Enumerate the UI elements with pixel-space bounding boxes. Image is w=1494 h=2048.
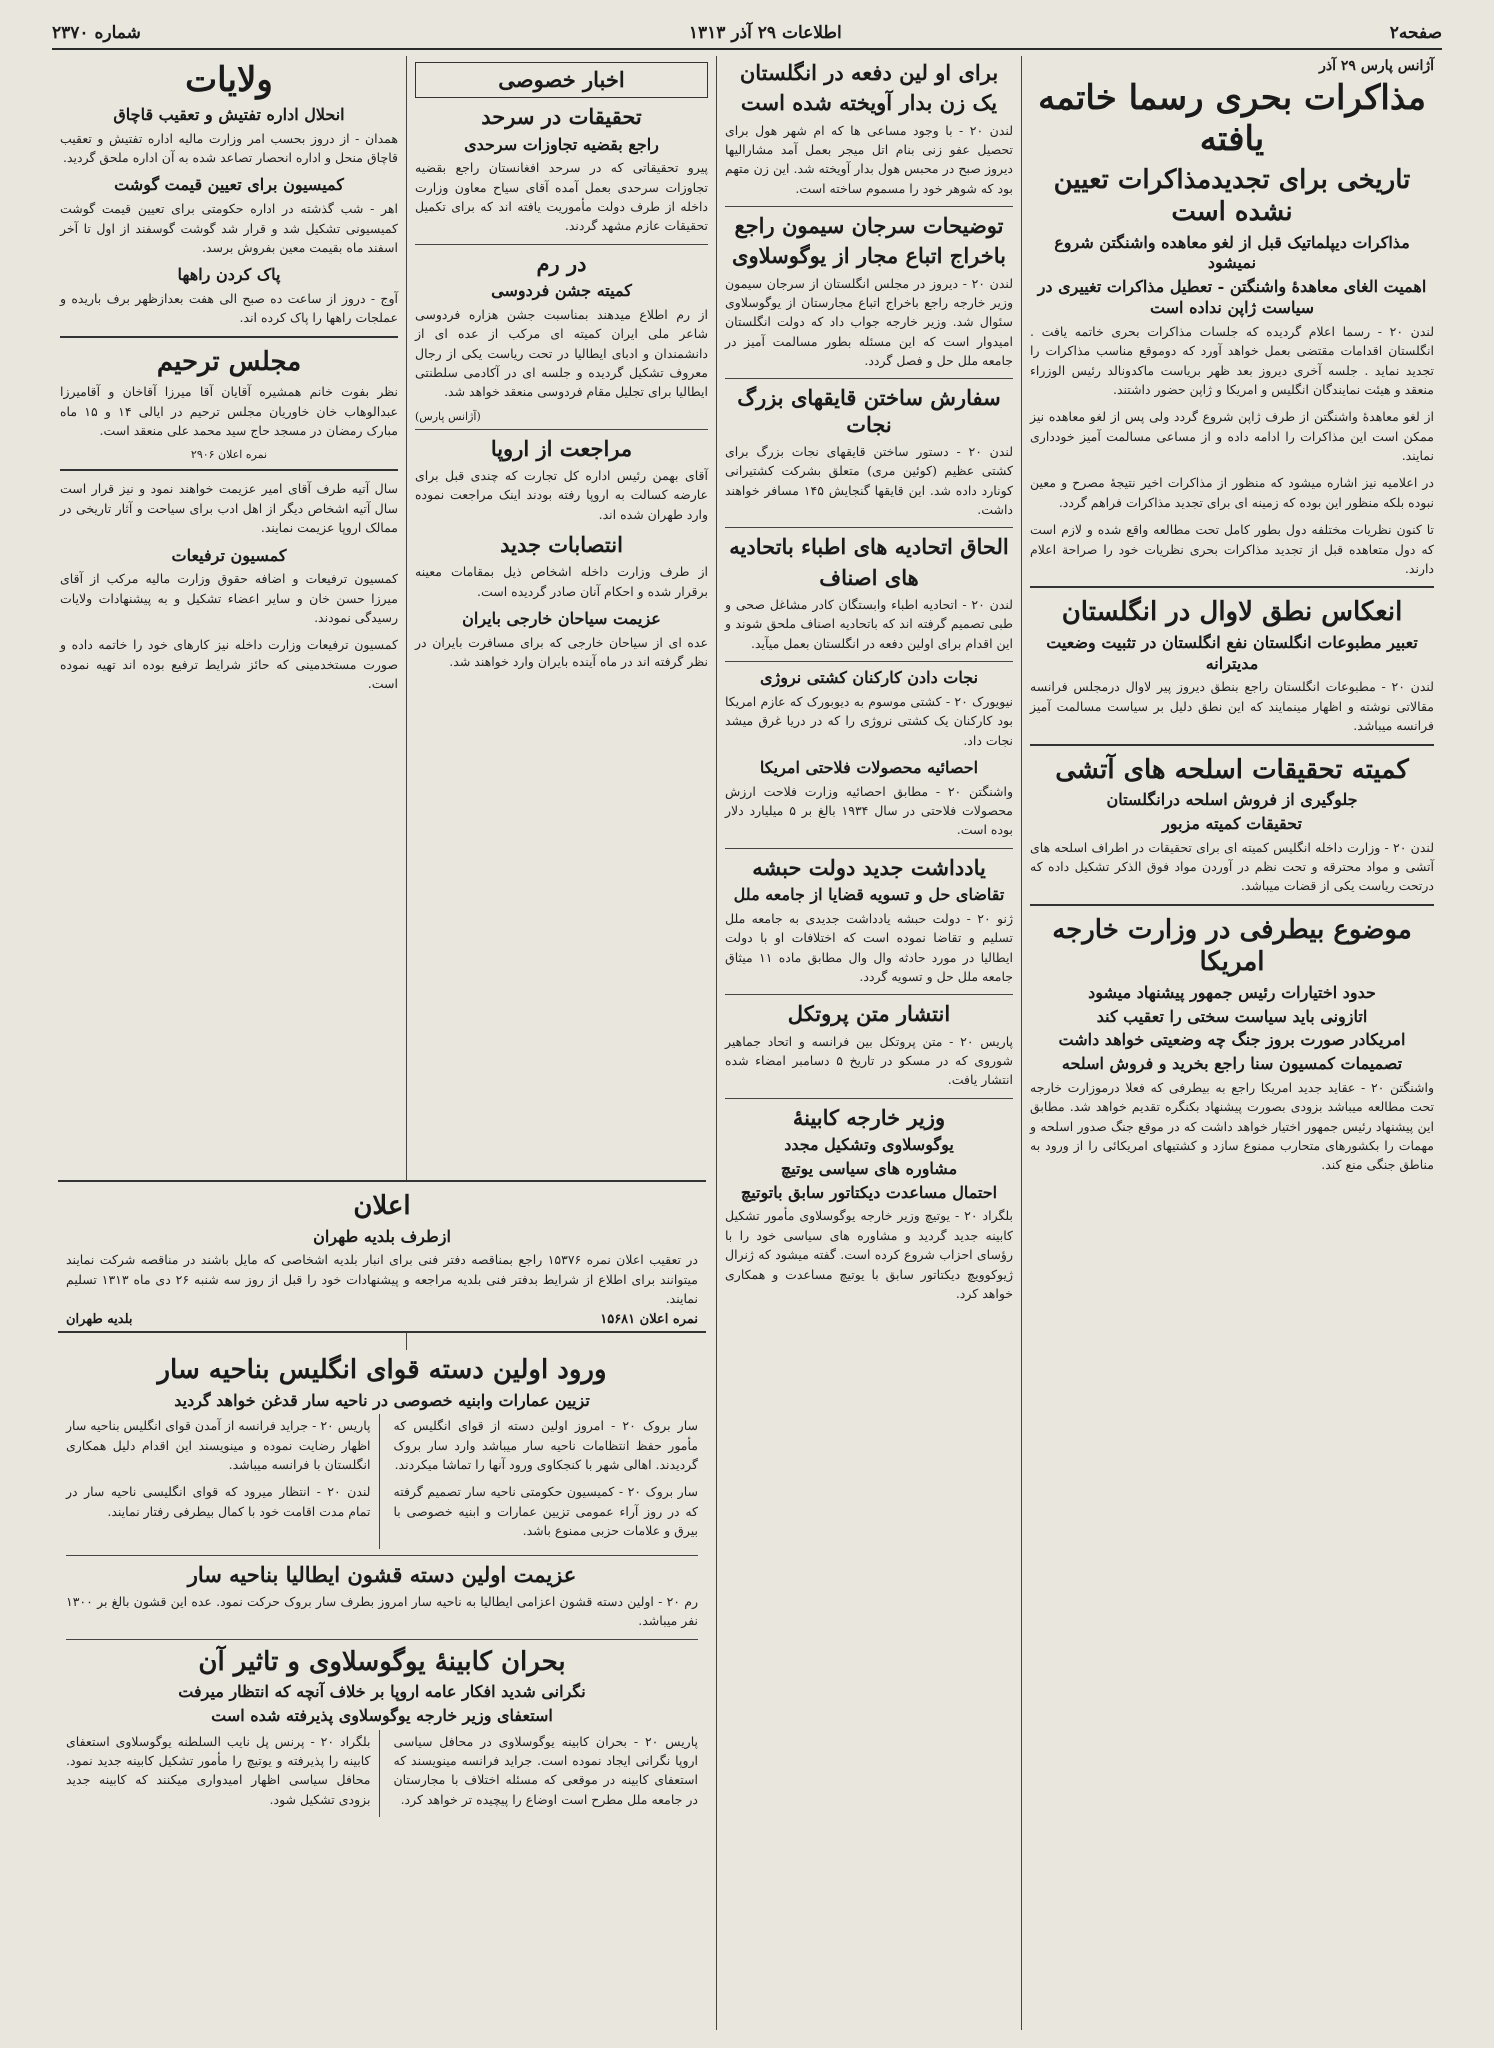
deck-neutrality-4: تصمیمات کمسیون سنا راجع بخرید و فروش اسلحه [1061,1054,1403,1074]
article-paragraph: از طرف وزارت داخله اشخاص ذیل بمقامات معینه برقرار شده و احکام آنان صادر گردیده است. [415,564,708,599]
deck-firearms-2: تحقیقات کمیته مزبور [1162,813,1302,833]
article-paragraph: بلگراد ۲۰ - یوتیچ وزیر خارجه یوگوسلاوی مأمور تشکیل کابینه جدید گردید و مشاوره های سیاسی خود را با رؤسای احزاب شروع کرده است. گفته میشود که ژنرال ژیوکوویچ دیکتاتور سابق با یوتیچ مساعدت و همکاری خواهد کرد. [725,1208,1014,1301]
column-1 [1022,56,1442,2030]
article-paragraph: همدان - از دروز بحسب امر وزارت ماليه اداره تفتیش و تعقیب قاچاق منحل و اداره انحصار تصاعد شده به آن اداره ملحق گردید. [60,130,398,165]
article-paragraph: لندن ۲۰ - مطبوعات انگلستان راجع بنطق دیروز پیر لاوال درمجلس فرانسه مقالاتی نوشته و اظهار مینمایند که این نطق دلیل بر سیاست مسالمت آمیز فرانسه میباشد. [1030,679,1434,734]
divider [725,994,1013,995]
headline-naval-talks: مذاکرات بحری رسما خاتمه یافته [1038,78,1426,159]
divider [66,1639,698,1640]
article-paragraph: ژنو ۲۰ - دولت حبشه یادداشت جدیدی به جامعه ملل تسلیم و تقاضا نموده است که اختلافات او با دولت ایطالیا در مورد حادثه وال وال مطابق ماده ۱۱ میثاق جامعه ملل حل و تسویه گردد. [725,910,1013,985]
headline-simon: توضیحات سرجان سیمون راجع [734,213,1004,238]
divider [725,206,1013,207]
article-paragraph: پاریس ۲۰ - جراید فرانسه از آمدن قوای انگلیس بناحیه سار اظهار رضایت نموده و مینویسند این اقدام دلیل همکاری انگلستان با فرانسه میباشد. [66,1418,371,1473]
headline-neutrality: موضوع بیطرفی در وزارت خارجه امریکا [1052,914,1412,978]
article-paragraph: لندن ۲۰ - دستور ساختن قایقهای نجات بزرگ برای کشتی عظیم (کوئین مری) متعلق بشرکت کشتیرانی کونارد داده شد. این قایقها گنجایش ۱۴۵ مسافر خواهند داشت. [725,443,1014,517]
article-paragraph: تا کنون نظریات مختلفه دول بطور کامل تحت مطالعه واقع شده و لازم است که دول متعاهده قبل از تجدید مذاکرات بحری نظریات خود را صراحة اعلام دارند. [1030,522,1434,576]
notice-footer [66,1312,698,1327]
agency-credit: (آژانس پارس) [415,409,481,423]
notice-subtitle: ازطرف بلدیه طهران [313,1226,451,1246]
headline-first-time: برای او لین دفعه در انگلستان [739,60,999,85]
deck-abyssinia: تقاضای حل و تسویه قضایا از جامعه ملل [733,885,1005,905]
headline-appointments: انتصابات جدید [500,532,623,558]
divider [725,661,1013,662]
deck-laval: تعبیر مطبوعات انگلستان نفع انگلستان در تثبیت وضعیت مدیترانه [1046,632,1418,673]
divider [60,469,398,471]
article-paragraph: در اعلامیه نیز اشاره میشود که منظور از مذاکرات اخیر نتیجهٔ مصرح و معین نبوده بلکه منظور این بوده که زمینه ای برای تجدید مذاکرات فراهم گردد. [1030,475,1434,510]
deck-fm-1: یوگوسلاوی وتشکیل مجدد [784,1135,954,1155]
article-paragraph: سال آتیه طرف آقای امیر عزیمت خواهند نمود و نیز قرار است سال آتیه اشخاص دیگر از اهل ادب برای سیاحت و آثار تاریخی در ممالک اروپا عزیمت نمایند. [60,481,398,536]
article-paragraph: نیویورک ۲۰ - کشتی موسوم به دیوبورک که عازم امریکا بود کارکنان یک کشتی نروژی را که در دریا غرق میشد نجات داد. [725,693,1013,748]
notice-number: نمره اعلان ۱۵۶۸۱ [600,1312,698,1328]
subheadline-naval-talks: تاریخی برای تجدیدمذاکرات تعیین نشده است [1053,164,1411,228]
headline-doctors-union-2: های اصناف [819,564,919,590]
headline-saar-italian: عزیمت اولین دسته قشون ایطالیا بناحیه سار [187,1561,577,1587]
article-paragraph: سار بروک ۲۰ - کمیسیون حکومتی ناحیه سار تصمیم گرفته که در روز آراء عمومی تزیین عمارات و ابنیه خصوصی با بیرق و علامات حزبی ممنوع باشد. [393,1484,698,1539]
masthead [52,18,1442,50]
deck-border: راجع بقضیه تجاوزات سرحدی [464,134,659,154]
divider [60,336,398,338]
article-paragraph: عده ای از سیاحان خارجی که برای مسافرت بایران در نظر گرفته اند در ماه آینده بایران وارد خواهند شد. [415,634,708,670]
saar-columns [66,1414,698,1548]
article-paragraph: بلگراد ۲۰ - پرنس پل نایب السلطنه یوگوسلاوی استعفای کابینه را پذیرفته و یوتیچ را مأمور تشکیل کابینه جدید نمود. محافل سیاسی اظهار امیدواری میکنند که کابینه جدید بزودی تشکیل شود. [66,1733,371,1807]
divider [415,429,708,430]
page-label: صفحه۲ [1389,23,1442,43]
article-paragraph: لندن ۲۰ - اتحادیه اطباء وابستگان کادر مشاغل صحی و طبی تصمیم گرفته اند که باتحادیه اصناف ملحق شوند و این اقدام برای اولین دفعه در انگلستان بعمل میآید. [725,596,1013,651]
headline-return-europe: مراجعت از اروپا [490,435,633,461]
deck-naval-1: مذاکرات دیپلماتیک قبل از لغو معاهده واشنگتن شروع نمیشود [1054,232,1410,273]
deck-neutrality-1: حدود اختیارات رئیس جمهور پیشنهاد میشود [1088,982,1376,1002]
issue-number: شماره ۲۳۷۰ [52,23,141,43]
article-paragraph: پاریس ۲۰ - بحران کابینه یوگوسلاوی در محافل سیاسی اروپا نگرانی ایجاد نموده است. جراید فرانسه مینویسند که استعفای کابینه در موقعی که مسئله اختلاف با مجارستان در جامعه ملل مطرح است اوضاع را پیچیده تر خواهد کرد. [393,1733,699,1807]
deck-fm-2: مشاوره های سیاسی یوتیچ [780,1158,958,1178]
deck-neutrality-3: امریکادر صورت بروز جنگ چه وضعیتی خواهد داشت [1058,1030,1406,1050]
article-paragraph: لندن ۲۰ - دیروز در مجلس انگلستان از سرجان سیمون وزیر خارجه راجع باخراج اتباع مجارستان از یوگوسلاوی سئوال شد. وزیر خارجه جواب داد که دولت انگلستان امیدوار است که این مسئله بطور مسالمت آمیز در جامعه ملل حل و فصل گردد. [725,275,1013,368]
headline-lifeboats: سفارش ساختن قایقهای بزرگ نجات [737,385,1001,437]
notice-sign: بلدیه طهران [66,1312,133,1328]
deck-firearms: جلوگیری از فروش اسلحه درانگلستان [1106,790,1358,809]
headline-hanged: یک زن بدار آویخته شده است [740,90,998,116]
article-paragraph: لندن ۲۰ - با وجود مساعی ها که ام شهر هول برای تحصیل عفو زنی بنام اتل میجر بعمل آمد مشارالیها دیروز صبح در محبس هول بدار آویخته شد. این زن متهم بود که شوهر خود را مسموم ساخته است. [725,122,1014,196]
yugoslav-columns [66,1730,698,1818]
article-paragraph: نظر بفوت خانم همشیره آقایان آقا میرزا آقاخان و آقامیرزا عبدالوهاب خان خاوریان مجلس ترحیم در ایالی ۱۴ و ۱۵ ماه مبارک رمضان در مسجد حاج سید محمد علی منعقد است. [60,384,398,439]
headline-us-agriculture: احصائیه محصولات فلاحتی امریکا [759,757,979,777]
notice-title: اعلان [353,1191,411,1221]
saar-col-a [394,1414,699,1548]
article-paragraph: واشنگتن ۲۰ - عقاید جدید امریکا راجع به بیطرفی که فعلا درموزارت خارجه تحت مطالعه میباشد بزودی بصورت پیشنهاد بکنگره تقدیم خواهد شد. مطابق این پیشنهاد رئیس جمهور اختیار خواهد داشت که در موقع جنگ صدور اسلحه و مهمات را بکشورهای متحارب ممنوع سازد و کشتیهای امریکائی را از ورود به مناطق جنگی منع کند. [1030,1079,1434,1173]
deck-neutrality-2: اتازونی باید سیاست سختی را تعقیب کند [1096,1006,1368,1026]
headline-foreign-minister: وزیر خارجه کابینهٔ [792,1104,946,1130]
headline-laval: انعکاس نطق لاوال در انگلستان [1061,597,1403,628]
deck-saar-british: تزیین عمارات وابنیه خصوصی در ناحیه سار قدغن خواهد گردید [174,1390,590,1410]
yugoslav-col-a [394,1730,699,1818]
article-paragraph: آوج - دروز از ساعت ده صبح الی هفت بعدازظهر برف باریده و عملجات راهها را پاک کرده اند. [60,291,398,326]
headline-promotions: کمسیون ترفیعات [171,545,287,565]
article-paragraph: لندن ۲۰ - انتظار میرود که قوای انگلیسی ناحیه سار در تمام مدت اقامت خود با کمال بیطرفی رفتار نمایند. [66,1484,371,1519]
article-paragraph: کمسیون ترفیعات و اضافه حقوق وزارت مالیه مرکب از آقای میرزا حسن خان و سایر اعضاء تشکیل و به پیشنهادات ولایات رسیدگی نمودند. [60,571,398,626]
deck-fm-3: احتمال مساعدت دیکتاتور سابق باتوتیچ [740,1182,998,1202]
headline-norwegian-ship: نجات دادن کارکنان کشتی نروژی [759,668,979,687]
municipality-notice [58,1180,706,1333]
article-paragraph: لندن ۲۰ - رسما اعلام گردیده که جلسات مذاکرات بحری خاتمه یافت . انگلستان اقدامات مقتضی بعمل خواهد آورد که دوموقع مناسب مذاکرات را تجدید نماید . جلسه آخری دیروز بعد ظهر برياست ماكدونالد رئيس الوزراء منعقد و هیئت نمایندگان انگلیس و امریکا و ژاپن حضور داشتند. [1030,323,1435,397]
divider [415,244,708,245]
article-paragraph: پاریس ۲۰ - متن پروتکل بین فرانسه و اتحاد جماهیر شوروی که در مسکو در تاریخ ۵ دسامبر امضاء شده انتشار یافت. [725,1033,1014,1088]
bottom-articles [58,1350,706,2030]
divider [1030,744,1434,746]
headline-meat-price: کمیسیون برای تعیین قیمت گوشت [114,175,344,195]
headline-firearms: کمیته تحقیقات اسلحه های آتشی [1055,754,1409,785]
headline-ferdowsi: کمیته جشن فردوسی [491,281,632,301]
headline-tourists: عزیمت سیاحان خارجی بایران [462,609,661,629]
article-paragraph: لندن ۲۰ - وزارت داخله انگلیس کمیته ای برای تحقیقات در اطراف اسلحه های آتشی و مواد محترقه و تحت نظم در آوردن مواد فوق الذکر تشکیل داده که درتحت ریاست یکی از قضات میباشد. [1030,839,1434,894]
section-private-news: اخبار خصوصی [415,62,708,98]
divider [1030,904,1434,906]
headline-memorial: مجلس ترحیم [156,346,302,377]
column-2 [717,56,1022,2030]
divider [725,527,1013,528]
headline-border: تحقیقات در سرحد [481,104,642,130]
headline-doctors-union: الحاق اتحادیه های اطباء باتحادیه [729,534,1009,560]
headline-protocol: انتشار متن پروتکل [787,1001,951,1027]
headline-rome: در رم [536,250,587,276]
masthead-date: اطلاعات ۲۹ آذر ۱۳۱۳ [688,23,842,43]
agency-dateline: آژانس پارس ۲۹ آذر [1319,58,1434,74]
headline-roads: پاک کردن راهها [177,265,281,285]
notice-text: در تعقیب اعلان نمره ۱۵۳۷۶ راجع بمناقصه دفتر فنی برای انبار بلدیه اشخاصی که مایل باشند در مناقصه شرکت نمایند میتوانند برای اطلاع از شرایط بدفتر فنی بلدیه مراجعه و پیشنهادات خود را قبل از روز سه شنبه ۲۶ دی ماه ۱۳۱۳ تسلیم نمایند. [66,1252,698,1307]
article-paragraph: سار بروک ۲۰ - امروز اولین دسته از قوای انگلیس که مأمور حفظ انتظامات ناحیه سار میباشد وارد سار بروک گردیدند. اهالی شهر با کنجکاوی ورود آنها را تماشا میکردند. [393,1418,698,1473]
divider [1030,586,1434,588]
article-paragraph: از لغو معاهدهٔ واشنگتن از طرف ژاپن شروع گردد ولی پس از لغو معاهده نیز ممکن است این مذاکرات را ادامه داده و از مساعی مسالمت آمیز خودداری نمایند. [1030,409,1434,464]
article-paragraph: از رم اطلاع میدهند بمناسبت جشن هزاره فردوسی شاعر ملی ایران کمیته ای مرکب از عده ای از دانشمندان و ادبای ایطالیا در تحت ریاست یکی از رجال معروف تشکیل گردیده و جلسه ای در آکادمی سلطنتی ایطالیا برای تجلیل مقام فردوسی منعقد خواهد شد. [415,306,708,400]
article-paragraph: رم ۲۰ - اولین دسته قشون اعزامی ایطالیا به ناحیه سار امروز بطرف سار بروک حرکت نمود. عده این قشون بالغ بر ۱۳۰۰ نفر میباشد. [66,1593,698,1629]
divider [66,1555,698,1556]
notice-number: نمره اعلان ۲۹۰۶ [190,448,268,462]
article-paragraph: کمسیون ترفیعات وزارت داخله نیز کارهای خود را خاتمه داده و صورت مستخدمینی که حائز شرایط ترفیع بوده اند تهیه نموده است. [60,637,398,692]
headline-smuggling: انحلال اداره تفتیش و تعقیب قاچاق [113,104,345,124]
article-paragraph: واشنگتن ۲۰ - مطابق احصائیه وزارت فلاحت ارزش محصولات فلاحتی در سال ۱۹۳۴ بالغ بر ۵ میلیارد دلار بوده است. [725,783,1013,838]
deck-yugoslav-2: استعفای وزیر خارجه یوگوسلاوی پذیرفته شده است [211,1705,553,1725]
saar-col-b [66,1414,380,1548]
headline-simon-2: باخراج اتباع مجار از یوگوسلاوی [732,243,1006,269]
article-paragraph: اهر - شب گذشته در اداره حکومتی برای تعیین قیمت گوشت کمیسیونی تشکیل شد و قرار شد گوشت گوسفند از اول تا آخر اسفند ماه بقیمت معین بفروش برسد. [60,201,398,255]
article-paragraph: آقای بهمن رئیس اداره کل تجارت که چندی قبل برای عارضه کسالت به اروپا رفته بودند اینک مراجعت نموده وارد طهران شده اند. [415,467,708,522]
divider [725,1098,1013,1099]
headline-yugoslav-crisis: بحران کابینهٔ یوگوسلاوی و تاثیر آن [198,1646,566,1677]
section-provinces: ولایات [185,60,273,100]
headline-abyssinia: یادداشت جدید دولت حبشه [752,854,986,880]
headline-saar-british: ورود اولین دسته قوای انگلیس بناحیه سار [157,1355,607,1385]
article-paragraph: پیرو تحقیقاتی که در سرحد افغانستان راجع بقضیه تجاوزات سرحدی بعمل آمده آقای سیاح معاون وزارت داخله از طرف دولت مأموریت یافته اند که برای تکمیل تحقیقات عازم مشهد گردند. [415,160,708,234]
deck-naval-2: اهمیت الغای معاهدهٔ واشنگتن - تعطیل مذاکرات تغییری در سیاست ژاپن نداده است [1037,277,1427,317]
deck-yugoslav-1: نگرانی شدید افکار عامه اروپا بر خلاف آنچه که انتظار میرفت [178,1682,586,1702]
divider [725,848,1013,849]
yugoslav-col-b [66,1730,380,1818]
divider [725,378,1013,379]
